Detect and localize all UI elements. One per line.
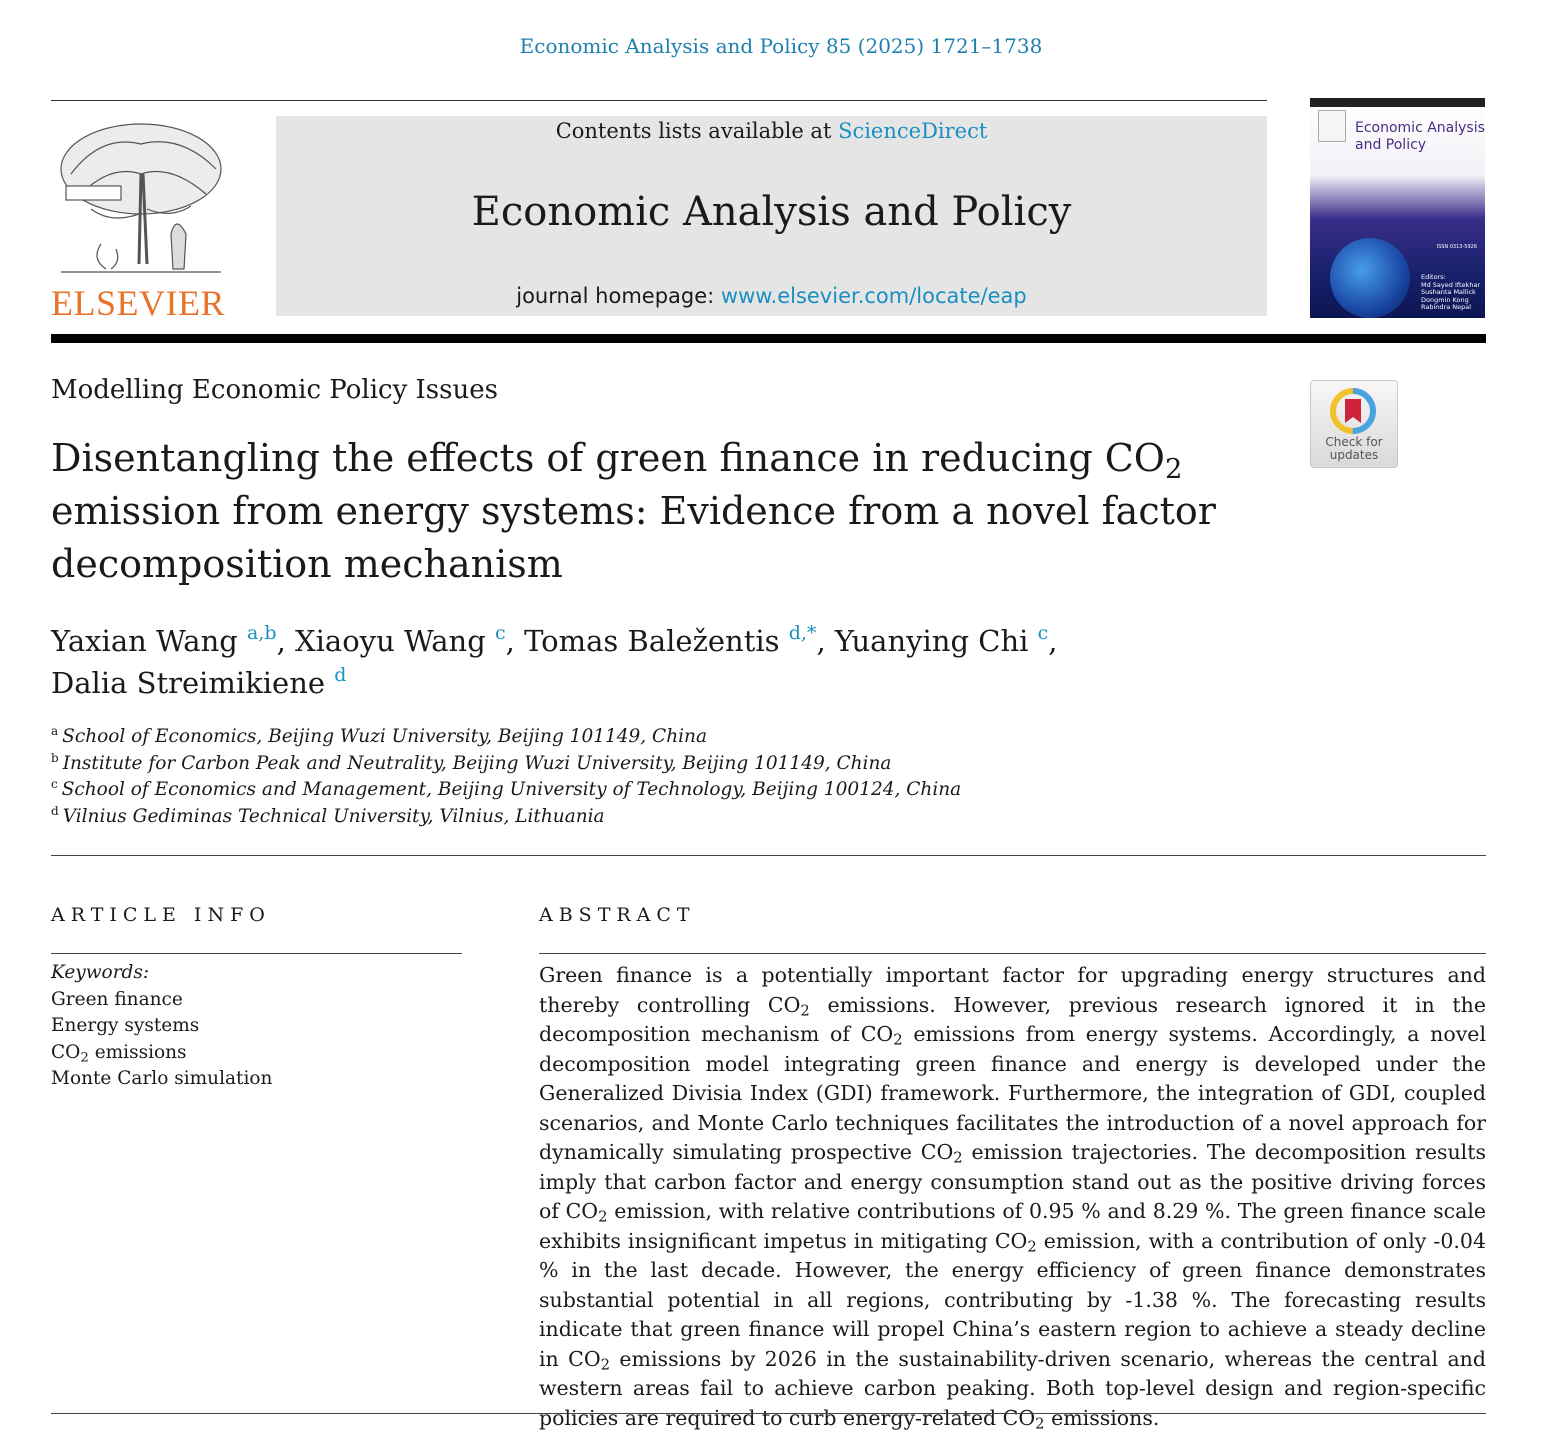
keyword: Green finance [51, 988, 183, 1010]
cover-editors [1421, 274, 1483, 312]
keyword-part: CO [51, 1041, 81, 1063]
author-separator: , [816, 624, 835, 658]
abstract-segment: emissions from energy systems. Accordingly, a novel decomposition model integrating green finance and energy is developed under the Generalized Divisia Index (GDI) framework. Furthermore, the integration of GDI, coupled scenarios, and Monte Carlo techniques facilitates the introduction of a novel approach for dynamically simulating prospective CO [539, 1022, 1486, 1164]
journal-banner [276, 116, 1267, 316]
cover-editors-label: Editors: [1421, 273, 1446, 281]
author-name[interactable]: Tomas Baležentis [524, 624, 780, 658]
affiliation-item [51, 751, 961, 778]
affiliation-text: Vilnius Gediminas Technical University, Vilnius, Lithuania [62, 805, 605, 827]
cover-editor: Rabindra Nepal [1421, 303, 1472, 311]
abstract-segment: emission, with a contribution of only -0.04 % in the last decade. However, the energy efficiency of green finance demonstrates substantial potential in all regions, contributing by -1.38 %. The forecasting results indicate that green finance will propel China’s eastern region to achieve a steady decline in CO [539, 1228, 1486, 1371]
abstract-heading: ABSTRACT [539, 904, 696, 926]
abstract-subscript: 2 [600, 1356, 611, 1374]
keyword-part: emissions [88, 1041, 187, 1063]
abstract-segment: emission, with relative contributions of 0.95 % and 8.29 %. The green finance scale exhibits insignificant impetus in mitigating CO [539, 1199, 1487, 1253]
cover-title-line2: and Policy [1355, 137, 1427, 153]
journal-name: Economic Analysis and Policy [471, 189, 1072, 235]
affiliation-list [51, 724, 961, 830]
affiliation-text: School of Economics, Beijing Wuzi University, Beijing 101149, China [62, 726, 707, 747]
abstract-subscript: 2 [893, 1031, 903, 1049]
abstract-segment: emissions by 2026 in the sustainability-driven scenario, whereas the central and western areas fail to achieve carbon peaking. Both top-level design and region-specific policies are required to curb energy-related CO [539, 1346, 1486, 1430]
check-updates-label [1311, 436, 1397, 462]
affiliation-item [51, 724, 961, 751]
title-part2: emission from energy systems: Evidence from a novel factor decomposition mechanism [51, 489, 1216, 586]
abstract-bottom-rule [51, 1413, 1486, 1414]
author-separator: , [505, 624, 525, 658]
cover-editor: Md Sayed Iftekhar [1421, 280, 1481, 289]
journal-homepage [276, 284, 1267, 308]
cover-strip [1310, 98, 1485, 107]
elsevier-wordmark: ELSEVIER [51, 283, 225, 323]
section-divider [51, 855, 1486, 856]
author-list [51, 620, 1251, 704]
abstract-subscript: 2 [1027, 1238, 1037, 1256]
affiliation-key: c [51, 777, 58, 791]
keyword [51, 1040, 272, 1067]
author-name[interactable]: Dalia Streimikiene [51, 666, 326, 700]
author-affiliation-link[interactable]: c [1037, 622, 1049, 644]
author-affiliation-link[interactable]: d,* [788, 622, 817, 644]
abstract-segment: Green finance is a potentially important factor for upgrading energy structures and thereby controlling CO [539, 963, 1486, 1017]
abstract-rule [539, 953, 1486, 954]
abstract-segment: emissions. [1044, 1405, 1160, 1430]
cover-issn: ISSN 0313-5926 [1436, 244, 1477, 250]
check-updates-line1: Check for [1325, 435, 1383, 449]
check-for-updates-button[interactable] [1310, 380, 1398, 468]
header-thick-rule [51, 334, 1486, 343]
cover-globe-image [1330, 238, 1410, 318]
abstract-text [539, 961, 1486, 1433]
author-separator: , [1048, 624, 1058, 658]
article-section: Modelling Economic Policy Issues [51, 375, 498, 405]
article-info-rule [51, 953, 462, 954]
author-separator: , [276, 624, 296, 658]
journal-cover[interactable] [1310, 98, 1485, 318]
cover-elsevier-icon [1318, 110, 1346, 142]
abstract-subscript: 2 [1035, 1415, 1045, 1433]
journal-citation[interactable]: Economic Analysis and Policy 85 (2025) 1721–1738 [519, 34, 1043, 58]
abstract-segment: emission trajectories. The decomposition results imply that carbon factor and energy consumption stand out as the positive driving forces of CO [539, 1140, 1486, 1223]
keywords-block [51, 960, 272, 1093]
affiliation-text: Institute for Carbon Peak and Neutrality, Beijing Wuzi University, Beijing 101149, China [62, 752, 892, 774]
affiliation-text: School of Economics and Management, Beijing University of Technology, Beijing 100124, China [61, 779, 962, 800]
abstract-subscript: 2 [953, 1149, 963, 1167]
cover-editor: Sushanta Mallick [1421, 288, 1476, 296]
author-affiliation-link[interactable]: c [495, 622, 506, 644]
abstract-segment: emissions. However, previous research ignored it in the decomposition mechanism of CO [539, 992, 1486, 1046]
affiliation-item [51, 804, 961, 831]
homepage-prefix: journal homepage: [516, 284, 721, 308]
keyword-subscript: 2 [80, 1049, 89, 1065]
author-affiliation-link[interactable]: a,b [247, 622, 277, 644]
author-name[interactable]: Yaxian Wang [51, 624, 238, 658]
affiliation-key: b [51, 750, 59, 765]
contents-line [276, 118, 1267, 144]
sciencedirect-link[interactable]: ScienceDirect [838, 119, 988, 143]
affiliation-key: d [51, 803, 59, 818]
article-info-heading: ARTICLE INFO [51, 904, 271, 926]
keyword: Energy systems [51, 1015, 200, 1036]
keyword: Monte Carlo simulation [51, 1068, 273, 1089]
abstract-subscript: 2 [598, 1208, 608, 1226]
check-updates-line2: updates [1329, 448, 1379, 462]
author-affiliation-link[interactable]: d [334, 664, 347, 686]
title-subscript: 2 [1164, 453, 1183, 485]
keywords-label: Keywords: [51, 962, 150, 983]
check-updates-icon [1329, 387, 1377, 435]
header-rule [51, 100, 1267, 101]
cover-title [1355, 120, 1485, 154]
author-name[interactable]: Yuanying Chi [834, 624, 1029, 658]
affiliation-item [51, 777, 961, 804]
author-name[interactable]: Xiaoyu Wang [295, 624, 486, 658]
title-part1: Disentangling the effects of green finance in reducing CO [51, 436, 1165, 480]
article-title [51, 432, 1251, 591]
affiliation-key: a [51, 724, 59, 738]
cover-title-line1: Economic Analysis [1355, 120, 1485, 136]
contents-prefix: Contents lists available at [555, 119, 839, 143]
abstract-subscript: 2 [800, 1002, 810, 1020]
cover-editor: Dongmin Kong [1421, 295, 1469, 304]
homepage-link[interactable]: www.elsevier.com/locate/eap [720, 284, 1027, 308]
